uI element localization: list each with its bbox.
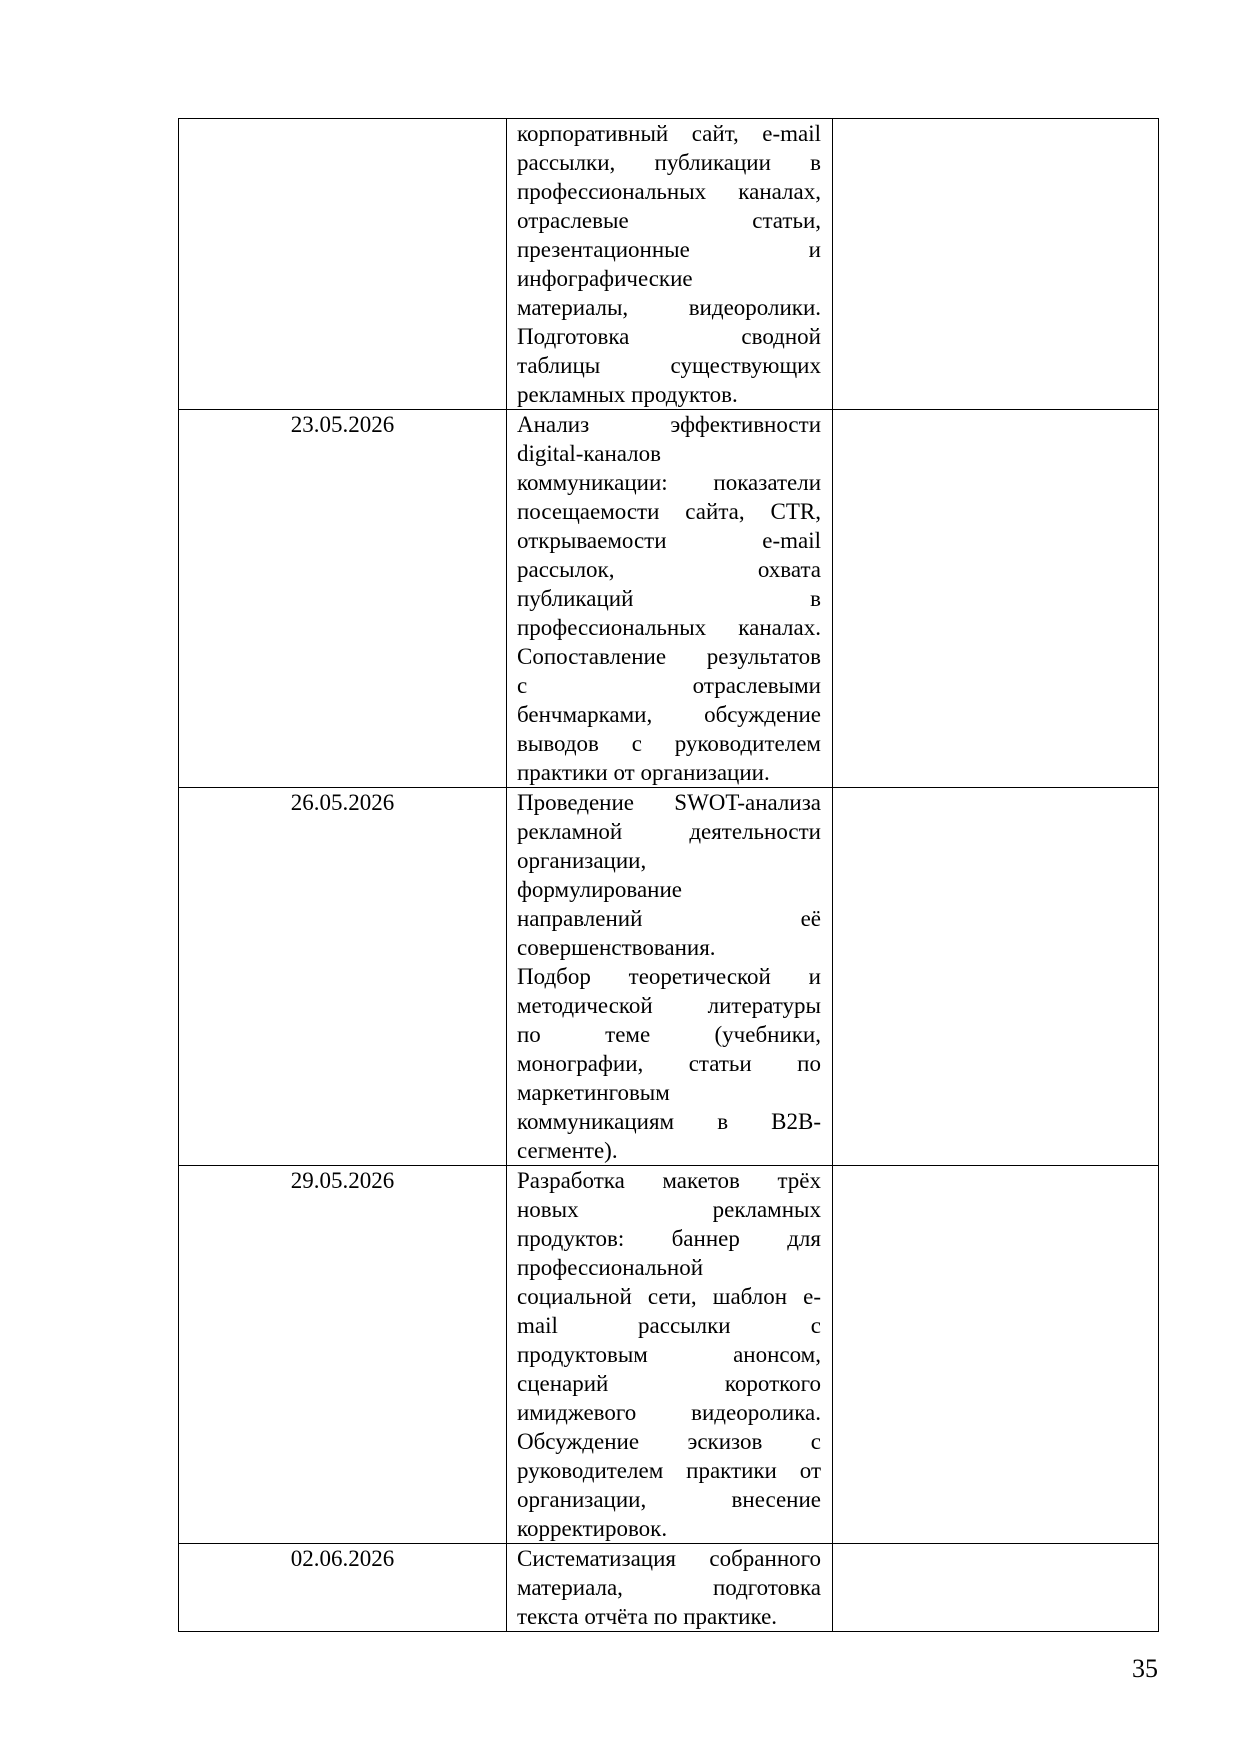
work-description-cell (507, 1544, 833, 1632)
work-description-line: социальной сети, шаблон e- (517, 1284, 821, 1309)
table-row (179, 1544, 1159, 1632)
date-cell: 23.05.2026 (179, 410, 507, 788)
table-row (179, 788, 1159, 1166)
work-description-line: маркетинговым (517, 1080, 670, 1105)
work-description-line: с отраслевыми (517, 673, 821, 698)
work-description-line: сценарий короткого (517, 1371, 821, 1396)
work-description-line: бенчмарками, обсуждение (517, 702, 821, 727)
work-description-line: материалы, видеоролики. (517, 295, 821, 320)
schedule-table-body (179, 119, 1159, 1632)
work-description-line: Проведение SWOT-анализа (517, 790, 821, 815)
work-description-line: Сопоставление результатов (517, 644, 821, 669)
table-row (179, 119, 1159, 410)
work-description-line: организации, (517, 848, 647, 873)
work-description-cell (507, 1166, 833, 1544)
work-description-line: Подбор теоретической и (517, 964, 821, 989)
work-description-line: открываемости e-mail (517, 528, 821, 553)
work-description-line: рассылки, публикации в (517, 150, 821, 175)
work-description-line: руководителем практики от (517, 1458, 821, 1483)
page-number: 35 (1132, 1654, 1158, 1683)
table-row (179, 1166, 1159, 1544)
work-description-line: продуктов: баннер для (517, 1226, 821, 1251)
practice-schedule-table (178, 118, 1159, 1632)
supervisor-mark-cell (833, 1166, 1159, 1544)
work-description-line: методической литературы (517, 993, 821, 1018)
date-cell: 26.05.2026 (179, 788, 507, 1166)
work-description-line: практики от организации. (517, 760, 770, 785)
work-description-line: выводов с руководителем (517, 731, 821, 756)
supervisor-mark-cell (833, 1544, 1159, 1632)
work-description-line: профессиональных каналах. (517, 615, 821, 640)
work-description-line: посещаемости сайта, CTR, (517, 499, 821, 524)
work-description-line: Обсуждение эскизов с (517, 1429, 821, 1454)
work-description-line: материала, подготовка (517, 1575, 821, 1600)
work-description-line: Подготовка сводной (517, 324, 821, 349)
work-description-line: текста отчёта по практике. (517, 1604, 778, 1629)
work-description-line: имиджевого видеоролика. (517, 1400, 821, 1425)
work-description-line: монографии, статьи по (517, 1051, 821, 1076)
work-description-line: рекламной деятельности (517, 819, 821, 844)
work-description-line: продуктовым анонсом, (517, 1342, 821, 1367)
work-description-line: коммуникациям в B2B- (517, 1109, 821, 1134)
work-description-line: mail рассылки с (517, 1313, 821, 1338)
work-description-line: рекламных продуктов. (517, 382, 738, 407)
work-description-line: совершенствования. (517, 935, 716, 960)
work-description-line: организации, внесение (517, 1487, 821, 1512)
work-description-line: корпоративный сайт, e-mail (517, 121, 821, 146)
work-description-line: Систематизация собранного (517, 1546, 821, 1571)
supervisor-mark-cell (833, 788, 1159, 1166)
work-description-line: коммуникации: показатели (517, 470, 821, 495)
work-description-line: рассылок, охвата (517, 557, 821, 582)
work-description-line: формулирование (517, 877, 682, 902)
work-description-line: презентационные и (517, 237, 821, 262)
work-description-line: профессиональной (517, 1255, 704, 1280)
work-description-line: направлений её (517, 906, 821, 931)
work-description-cell (507, 788, 833, 1166)
work-description-line: по теме (учебники, (517, 1022, 821, 1047)
work-description-cell (507, 410, 833, 788)
work-description-line: корректировок. (517, 1516, 668, 1541)
date-cell (179, 119, 507, 410)
work-description-line: digital-каналов (517, 441, 662, 466)
date-cell: 02.06.2026 (179, 1544, 507, 1632)
work-description-line: сегменте). (517, 1138, 618, 1163)
work-description-line: отраслевые статьи, (517, 208, 821, 233)
work-description-line: Разработка макетов трёх (517, 1168, 821, 1193)
work-description-line: Анализ эффективности (517, 412, 821, 437)
work-description-line: таблицы существующих (517, 353, 821, 378)
supervisor-mark-cell (833, 119, 1159, 410)
work-description-line: профессиональных каналах, (517, 179, 821, 204)
work-description-cell (507, 119, 833, 410)
date-cell: 29.05.2026 (179, 1166, 507, 1544)
work-description-line: публикаций в (517, 586, 821, 611)
work-description-line: инфографические (517, 266, 693, 291)
work-description-line: новых рекламных (517, 1197, 821, 1222)
table-row (179, 410, 1159, 788)
supervisor-mark-cell (833, 410, 1159, 788)
